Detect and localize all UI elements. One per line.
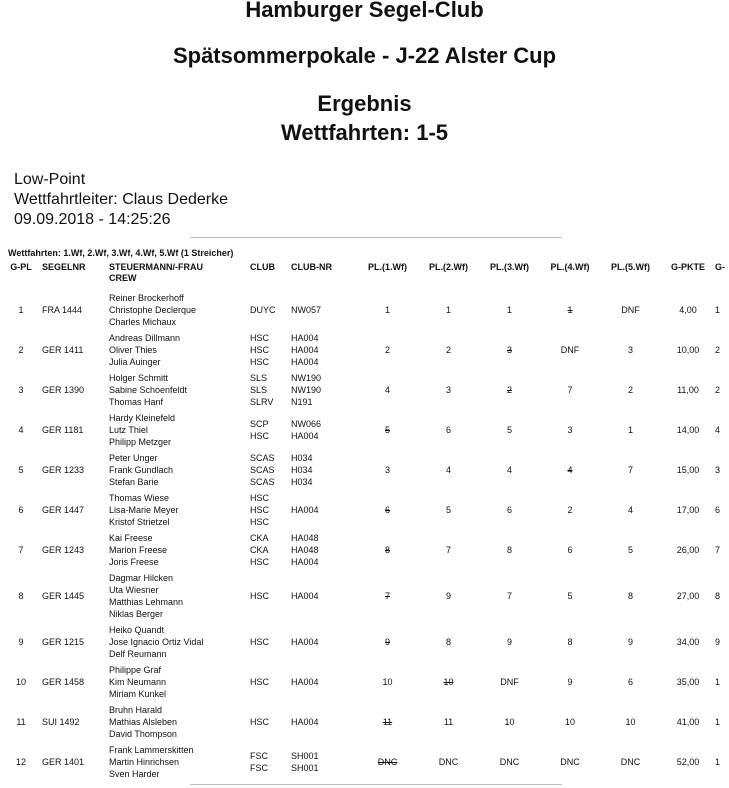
- sail-number-cell: GER 1447: [42, 505, 85, 515]
- club-nr-cell: [291, 450, 357, 490]
- club-cell: [250, 622, 291, 662]
- club-cell-line: HSC: [250, 357, 270, 367]
- col-pl2: PL.(2.Wf): [429, 262, 468, 272]
- race-3-place: 2: [506, 385, 512, 395]
- crew-cell: [109, 570, 250, 622]
- club-nr-cell: [291, 290, 357, 330]
- crew-cell-line: Sabine Schoenfeldt: [109, 385, 188, 395]
- total-points-cell: 41,00: [676, 717, 700, 727]
- col-pl3: PL.(3.Wf): [490, 262, 529, 272]
- table-row: [0, 290, 729, 330]
- race-1-place: DNC: [377, 757, 398, 767]
- crew-cell-line: Peter Unger: [109, 453, 158, 463]
- race-2-place: 6: [445, 425, 451, 435]
- race-5-place: 2: [627, 385, 633, 395]
- race-4-place: 6: [567, 545, 573, 555]
- club-nr-cell-line: H034: [291, 465, 313, 475]
- race-4-place: 9: [567, 677, 573, 687]
- race-3-place: DNC: [499, 757, 520, 767]
- table-row: [0, 662, 729, 702]
- club-cell: [250, 702, 291, 742]
- club-nr-cell-line: NW190: [291, 373, 322, 383]
- crew-cell-line: Reiner Brockerhoff: [109, 293, 184, 303]
- club-nr-cell-line: H034: [291, 453, 313, 463]
- extra-cell: 2: [715, 345, 721, 355]
- race-2-place: 2: [445, 345, 451, 355]
- crew-cell-line: Sven Harder: [109, 769, 160, 779]
- race-1-place: 5: [384, 425, 390, 435]
- club-title: Hamburger Segel-Club: [245, 0, 484, 22]
- table-row: [0, 530, 729, 570]
- scoring-system: Low-Point: [14, 171, 86, 188]
- bottom-divider: [190, 784, 562, 785]
- race-4-place: 7: [567, 385, 573, 395]
- col-clubnr: CLUB-NR: [291, 262, 332, 272]
- total-points-cell: 10,00: [676, 345, 700, 355]
- race-1-place: 1: [384, 305, 390, 315]
- race-3-place: 6: [506, 505, 512, 515]
- table-row: [0, 490, 729, 530]
- race-4-place: 1: [567, 305, 573, 315]
- extra-cell: 4: [715, 425, 721, 435]
- extra-cell: 2: [715, 385, 721, 395]
- club-cell: [250, 370, 291, 410]
- extra-cell: 6: [715, 505, 721, 515]
- races-caption: Wettfahrten: 1.Wf, 2.Wf, 3.Wf, 4.Wf, 5.Wf (1 Streicher): [8, 248, 234, 258]
- club-nr-cell-line: HA004: [291, 637, 319, 647]
- col-pl1: PL.(1.Wf): [368, 262, 407, 272]
- club-cell: [250, 742, 291, 782]
- sail-number-cell: GER 1401: [42, 757, 85, 767]
- crew-cell-line: Delf Reumann: [109, 649, 167, 659]
- table-header-row: [0, 262, 729, 290]
- crew-cell-line: Philipp Metzger: [109, 437, 172, 447]
- total-points-cell: 17,00: [676, 505, 700, 515]
- crew-cell-line: Martin Hinrichsen: [109, 757, 180, 767]
- club-nr-cell-line: HA004: [291, 357, 319, 367]
- sail-number-cell: FRA 1444: [42, 305, 83, 315]
- col-crew: STEUERMANN/-FRAU CREW: [109, 262, 203, 283]
- club-cell-line: SCAS: [250, 465, 275, 475]
- club-nr-cell: [291, 410, 357, 450]
- race-5-place: 5: [627, 545, 633, 555]
- race-5-place: 9: [627, 637, 633, 647]
- club-nr-cell-line: HA048: [291, 545, 319, 555]
- crew-cell: [109, 530, 250, 570]
- club-nr-cell-line: HA004: [291, 345, 319, 355]
- crew-cell-line: Thomas Wiese: [109, 493, 170, 503]
- crew-cell-line: Charles Michaux: [109, 317, 177, 327]
- race-5-place: 3: [627, 345, 633, 355]
- club-nr-cell-line: HA004: [291, 557, 319, 567]
- total-points-cell: 11,00: [677, 385, 699, 395]
- crew-cell-line: Frank Lammerskitten: [109, 745, 194, 755]
- total-points-cell: 52,00: [676, 757, 700, 767]
- club-cell-line: HSC: [250, 345, 270, 355]
- race-2-place: 11: [443, 717, 454, 727]
- crew-cell: [109, 450, 250, 490]
- club-nr-cell: [291, 330, 357, 370]
- rank-cell: 11: [16, 717, 26, 727]
- race-4-place: 2: [567, 505, 573, 515]
- race-2-place: 10: [443, 677, 454, 687]
- club-nr-cell: [291, 662, 357, 702]
- race-1-place: 2: [384, 345, 390, 355]
- club-cell: [250, 570, 291, 622]
- race-1-place: 10: [382, 677, 393, 687]
- total-points-cell: 34,00: [676, 637, 700, 647]
- race-3-place: 9: [506, 637, 512, 647]
- results-table: [0, 262, 729, 782]
- race-2-place: 9: [445, 591, 451, 601]
- club-nr-cell-line: SH001: [291, 763, 319, 773]
- club-nr-cell: [291, 530, 357, 570]
- race-2-place: 8: [445, 637, 451, 647]
- race-3-place: 4: [506, 465, 512, 475]
- race-3-place: 7: [506, 591, 512, 601]
- event-title: Spätsommerpokale - J-22 Alster Cup: [172, 43, 557, 68]
- club-cell: [250, 490, 291, 530]
- crew-cell-line: Holger Schmitt: [109, 373, 169, 383]
- club-cell-line: HSC: [250, 517, 270, 527]
- club-nr-cell: [291, 490, 357, 530]
- col-extra: G-: [715, 262, 725, 272]
- rank-cell: 8: [18, 591, 24, 601]
- club-cell: [250, 290, 291, 330]
- extra-cell: 1: [715, 757, 721, 767]
- sail-number-cell: GER 1458: [42, 677, 85, 687]
- extra-cell: 1: [715, 677, 721, 687]
- club-cell: [250, 410, 291, 450]
- total-points-cell: 14,00: [676, 425, 700, 435]
- total-points-cell: 26,00: [676, 545, 700, 555]
- table-row: [0, 622, 729, 662]
- top-divider: [190, 237, 562, 238]
- rank-cell: 7: [18, 545, 24, 555]
- sail-number-cell: GER 1243: [42, 545, 85, 555]
- extra-cell: 9: [715, 637, 721, 647]
- sail-number-cell: GER 1445: [42, 591, 85, 601]
- crew-cell: [109, 410, 250, 450]
- rank-cell: 4: [18, 425, 24, 435]
- race-3-place: 10: [504, 717, 515, 727]
- club-nr-cell-line: NW190: [291, 385, 322, 395]
- crew-cell-line: David Thompson: [109, 729, 177, 739]
- table-row: [0, 742, 729, 782]
- club-nr-cell-line: N191: [291, 397, 313, 407]
- col-pl4: PL.(4.Wf): [550, 262, 590, 272]
- crew-cell-line: Thomas Hanf: [109, 397, 164, 407]
- race-1-place: 8: [384, 545, 390, 555]
- race-5-place: 8: [627, 591, 633, 601]
- col-gpl: G-PL: [10, 262, 32, 272]
- club-cell-line: FSC: [250, 751, 268, 761]
- crew-cell: [109, 370, 250, 410]
- race-4-place: 3: [567, 425, 573, 435]
- total-points-cell: 15,00: [676, 465, 700, 475]
- crew-cell-line: Frank Gundlach: [109, 465, 174, 475]
- total-points-cell: 27,00: [676, 591, 700, 601]
- rank-cell: 3: [18, 385, 24, 395]
- club-nr-cell-line: HA004: [291, 591, 319, 601]
- race-5-place: 10: [625, 717, 636, 727]
- sail-number-cell: GER 1390: [42, 385, 85, 395]
- rank-cell: 12: [15, 757, 26, 767]
- race-5-place: 6: [627, 677, 633, 687]
- club-cell: [250, 330, 291, 370]
- race-5-place: DNC: [620, 757, 641, 767]
- rank-cell: 5: [18, 465, 24, 475]
- rank-cell: 10: [15, 677, 26, 687]
- club-nr-cell-line: HA004: [291, 717, 319, 727]
- club-nr-cell-line: HA004: [291, 431, 319, 441]
- race-4-place: 8: [567, 637, 573, 647]
- club-nr-cell: [291, 622, 357, 662]
- race-4-place: DNC: [560, 757, 580, 767]
- club-cell-line: CKA: [250, 533, 269, 543]
- crew-cell-line: Joris Freese: [109, 557, 159, 567]
- club-cell: [250, 530, 291, 570]
- crew-cell: [109, 622, 250, 662]
- crew-cell-line: Stefan Barie: [109, 477, 159, 487]
- race-4-place: 10: [564, 717, 575, 727]
- club-cell-line: HSC: [250, 557, 270, 567]
- table-row: [0, 330, 729, 370]
- crew-cell-line: Matthias Lehmann: [109, 597, 184, 607]
- col-segelnr: SEGELNR: [42, 262, 86, 272]
- club-cell-line: SCAS: [250, 477, 275, 487]
- race-5-place: 7: [627, 465, 633, 475]
- total-points-cell: 4,00: [679, 305, 697, 315]
- table-row: [0, 450, 729, 490]
- club-cell-line: SLS: [250, 373, 268, 383]
- table-row: [0, 702, 729, 742]
- club-nr-cell-line: HA004: [291, 333, 319, 343]
- club-cell-line: HSC: [250, 505, 270, 515]
- crew-cell: [109, 662, 250, 702]
- crew-cell: [109, 290, 250, 330]
- crew-cell-line: Oliver Thies: [109, 345, 157, 355]
- club-cell-line: SCAS: [250, 453, 275, 463]
- race-1-place: 11: [382, 717, 393, 727]
- club-cell-line: HSC: [250, 333, 270, 343]
- extra-cell: 1: [715, 305, 721, 315]
- timestamp: 09.09.2018 - 14:25:26: [14, 211, 171, 228]
- crew-cell-line: Uta Wiesner: [109, 585, 159, 595]
- extra-cell: 8: [715, 591, 721, 601]
- sail-number-cell: GER 1233: [42, 465, 85, 475]
- sail-number-cell: GER 1215: [42, 637, 85, 647]
- crew-cell-line: Miriam Kunkel: [109, 689, 167, 699]
- crew-cell-line: Philippe Graf: [109, 665, 162, 675]
- club-cell-line: DUYC: [250, 305, 276, 315]
- crew-cell-line: Marion Freese: [109, 545, 168, 555]
- sail-number-cell: SUI 1492: [42, 717, 80, 727]
- col-pl5: PL.(5.Wf): [611, 262, 650, 272]
- col-club: CLUB: [250, 262, 275, 272]
- race-2-place: 7: [445, 545, 451, 555]
- club-cell-line: FSC: [250, 763, 268, 773]
- club-nr-cell-line: H034: [291, 477, 313, 487]
- crew-cell-line: Lisa-Marie Meyer: [109, 505, 179, 515]
- crew-cell-line: Dagmar Hilcken: [109, 573, 174, 583]
- crew-cell-line: Andreas Dillmann: [109, 333, 181, 343]
- sail-number-cell: GER 1411: [42, 345, 84, 355]
- race-2-place: 1: [445, 305, 451, 315]
- crew-cell-line: Christophe Declerque: [109, 305, 197, 315]
- club-nr-cell-line: HA004: [291, 677, 319, 687]
- table-row: [0, 370, 729, 410]
- race-1-place: 6: [384, 505, 390, 515]
- club-cell-line: CKA: [250, 545, 269, 555]
- club-nr-cell-line: NW057: [291, 305, 322, 315]
- race-1-place: 7: [384, 591, 390, 601]
- club-cell-line: HSC: [250, 493, 270, 503]
- race-officer: Wettfahrtleiter: Claus Dederke: [14, 191, 229, 208]
- race-3-place: 5: [506, 425, 512, 435]
- crew-cell-line: Julia Auinger: [109, 357, 161, 367]
- crew-cell-line: Niklas Berger: [109, 609, 164, 619]
- club-cell-line: HSC: [250, 717, 270, 727]
- race-3-place: DNF: [500, 677, 519, 687]
- crew-cell: [109, 330, 250, 370]
- race-1-place: 4: [384, 385, 390, 395]
- race-4-place: 5: [567, 591, 573, 601]
- club-nr-cell: [291, 570, 357, 622]
- total-points-cell: 35,00: [676, 677, 700, 687]
- table-row: [0, 410, 729, 450]
- rank-cell: 2: [18, 345, 24, 355]
- club-cell-line: HSC: [250, 637, 270, 647]
- rank-cell: 6: [18, 505, 24, 515]
- club-nr-cell-line: HA048: [291, 533, 319, 543]
- crew-cell-line: Kai Freese: [109, 533, 153, 543]
- race-3-place: 8: [506, 545, 512, 555]
- race-4-place: DNF: [560, 345, 580, 355]
- club-nr-cell-line: HA004: [291, 505, 319, 515]
- club-cell-line: SLRV: [250, 397, 274, 407]
- crew-cell-line: Kristof Strietzel: [109, 517, 170, 527]
- crew-cell-line: Bruhn Harald: [109, 705, 163, 715]
- club-cell-line: SLS: [250, 385, 268, 395]
- race-1-place: 3: [384, 465, 390, 475]
- race-5-place: 1: [627, 425, 633, 435]
- race-3-place: 3: [506, 345, 512, 355]
- race-1-place: 9: [384, 637, 390, 647]
- crew-cell-line: Jose Ignacio Ortiz Vidal: [109, 637, 204, 647]
- rank-cell: 9: [18, 637, 24, 647]
- race-5-place: 4: [627, 505, 633, 515]
- crew-cell-line: Heiko Quandt: [109, 625, 165, 635]
- crew-cell: [109, 490, 250, 530]
- club-nr-cell-line: SH001: [291, 751, 319, 761]
- race-3-place: 1: [506, 305, 512, 315]
- crew-cell-line: Hardy Kleinefeld: [109, 413, 176, 423]
- sail-number-cell: GER 1181: [42, 425, 84, 435]
- result-title: Ergebnis: [317, 91, 412, 116]
- crew-cell: [109, 702, 250, 742]
- club-cell: [250, 662, 291, 702]
- race-2-place: DNC: [438, 757, 459, 767]
- extra-cell: 7: [715, 545, 721, 555]
- races-title: Wettfahrten: 1-5: [280, 120, 449, 145]
- club-cell-line: HSC: [250, 431, 270, 441]
- rank-cell: 1: [18, 305, 24, 315]
- extra-cell: 3: [715, 465, 721, 475]
- crew-cell-line: Mathias Alsleben: [109, 717, 178, 727]
- club-nr-cell-line: NW066: [291, 419, 322, 429]
- extra-cell: 1: [715, 717, 721, 727]
- club-cell: [250, 450, 291, 490]
- club-nr-cell: [291, 370, 357, 410]
- race-2-place: 4: [445, 465, 451, 475]
- club-cell-line: SCP: [250, 419, 269, 429]
- crew-cell-line: Lutz Thiel: [109, 425, 148, 435]
- club-nr-cell: [291, 742, 357, 782]
- race-4-place: 4: [567, 465, 573, 475]
- crew-cell-line: Kim Neumann: [109, 677, 167, 687]
- club-cell-line: HSC: [250, 677, 270, 687]
- table-row: [0, 570, 729, 622]
- race-2-place: 3: [445, 385, 451, 395]
- col-gpkte: G-PKTE: [670, 262, 705, 272]
- race-2-place: 5: [445, 505, 451, 515]
- club-nr-cell: [291, 702, 357, 742]
- crew-cell: [109, 742, 250, 782]
- race-5-place: DNF: [621, 305, 640, 315]
- club-cell-line: HSC: [250, 591, 270, 601]
